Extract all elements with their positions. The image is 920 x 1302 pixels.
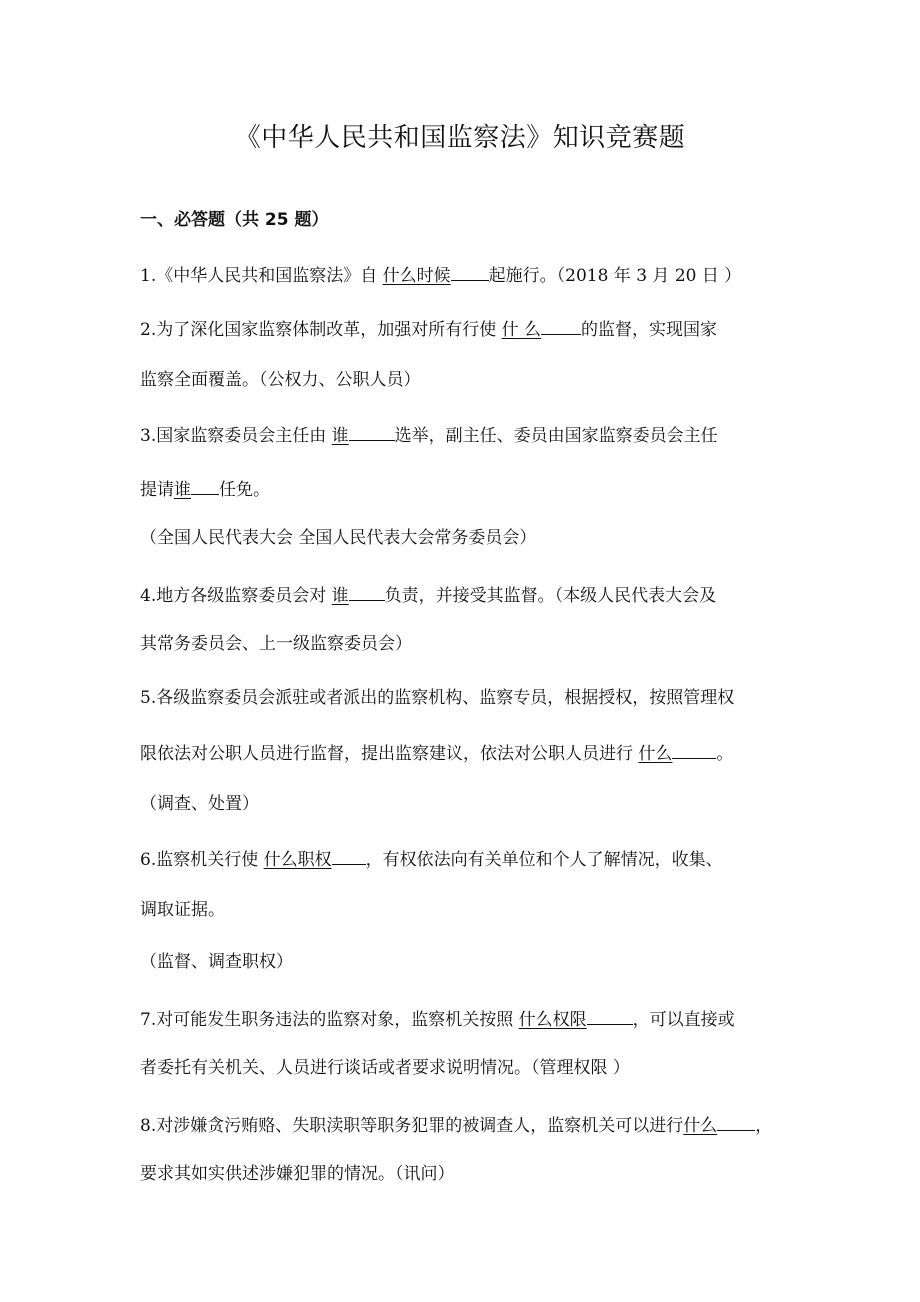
q1-blank-text: 什么时候 [382,266,451,286]
question-3-answer: （全国人民代表大会 全国人民代表大会常务委员会） [140,528,537,548]
q2-blank-text: 什 么 [501,320,542,340]
q7-blank-line [587,1002,633,1025]
q6-blank-line [332,842,366,865]
q3-line2-blank [174,472,219,504]
question-6-answer: （监督、调查职权） [140,952,293,972]
q8-blank-text: 什么 [683,1116,718,1136]
q4-blank-line [349,578,385,601]
section-heading: 一、必答题（共 25 题） [140,210,329,230]
q4-text-before: 4.地方各级监察委员会对 [140,586,332,606]
q5-blank [638,736,716,768]
question-3-line-1 [140,418,790,450]
q6-text-after: ，有权依法向有关单位和个人了解情况，收集、 [365,850,723,870]
q6-blank [264,842,366,874]
q3-text-before: 3.国家监察委员会主任由 [140,426,332,446]
q3-line2-before: 提请 [140,480,174,500]
question-7-line-2: 者委托有关机关、人员进行谈话或者要求说明情况。（管理权限 ） [140,1058,630,1078]
question-8-line-1 [140,1108,790,1140]
q5-text-after: 。 [716,744,734,764]
q3-line2-blank-text: 谁 [174,480,191,500]
q7-blank-text: 什么权限 [518,1010,587,1030]
q8-text-before: 8.对涉嫌贪污贿赂、失职渎职等职务犯罪的被调查人，监察机关可以进行 [140,1116,684,1136]
q6-blank-text: 什么职权 [263,850,332,870]
q4-blank-text: 谁 [331,586,349,606]
q3-line2-after: 任免。 [219,480,270,500]
question-8-line-2: 要求其如实供述涉嫌犯罪的情况。（讯问） [140,1164,455,1184]
q4-blank [332,578,385,610]
q1-blank-line [451,258,489,281]
question-7-line-1 [140,1002,790,1034]
q8-text-after: ， [755,1116,773,1136]
q5-blank-text: 什么 [638,744,673,764]
q8-blank-line [717,1108,755,1131]
q3-blank [332,418,395,450]
question-5-line-1: 5.各级监察委员会派驻或者派出的监察机构、监察专员，根据授权，按照管理权 [140,688,735,708]
question-5-answer: （调查、处置） [140,794,259,814]
q1-text-after: 起施行。（2018 年 3 月 20 日 ） [488,266,742,286]
q1-text-before: 1.《中华人民共和国监察法》自 [140,266,383,286]
q2-blank [502,312,581,344]
q6-text-before: 6.监察机关行使 [140,850,264,870]
q7-text-before: 7.对可能发生职务违法的监察对象，监察机关按照 [140,1010,519,1030]
question-2-line-2: 监察全面覆盖。（公权力、公职人员） [140,370,421,390]
q4-text-after: 负责，并接受其监督。（本级人民代表大会及 [384,586,717,606]
q5-blank-line [672,736,716,759]
q8-blank [683,1108,755,1140]
q2-text-before: 2.为了深化国家监察体制改革，加强对所有行使 [140,320,502,340]
question-6-line-2: 调取证据。 [140,900,225,920]
document-title: 《中华人民共和国监察法》知识竞赛题 [234,123,686,153]
question-4-line-2: 其常务委员会、上一级监察委员会） [140,634,412,654]
q3-line2-blank-line [191,472,219,495]
question-6-line-1 [140,842,790,874]
question-1 [140,258,790,290]
question-3-line-2 [140,472,790,504]
q7-text-after: ，可以直接或 [632,1010,735,1030]
q7-blank [519,1002,633,1034]
q1-blank [383,258,489,290]
q3-blank-text: 谁 [331,426,349,446]
q3-blank-line [349,418,395,441]
q2-text-after: 的监督，实现国家 [581,320,718,340]
q3-text-after: 选举，副主任、委员由国家监察委员会主任 [394,426,718,446]
q2-blank-line [541,312,581,335]
question-5-line-2 [140,736,790,768]
question-4-line-1 [140,578,790,610]
q5-text-before: 限依法对公职人员进行监督，提出监察建议，依法对公职人员进行 [140,744,639,764]
question-2-line-1 [140,312,790,344]
